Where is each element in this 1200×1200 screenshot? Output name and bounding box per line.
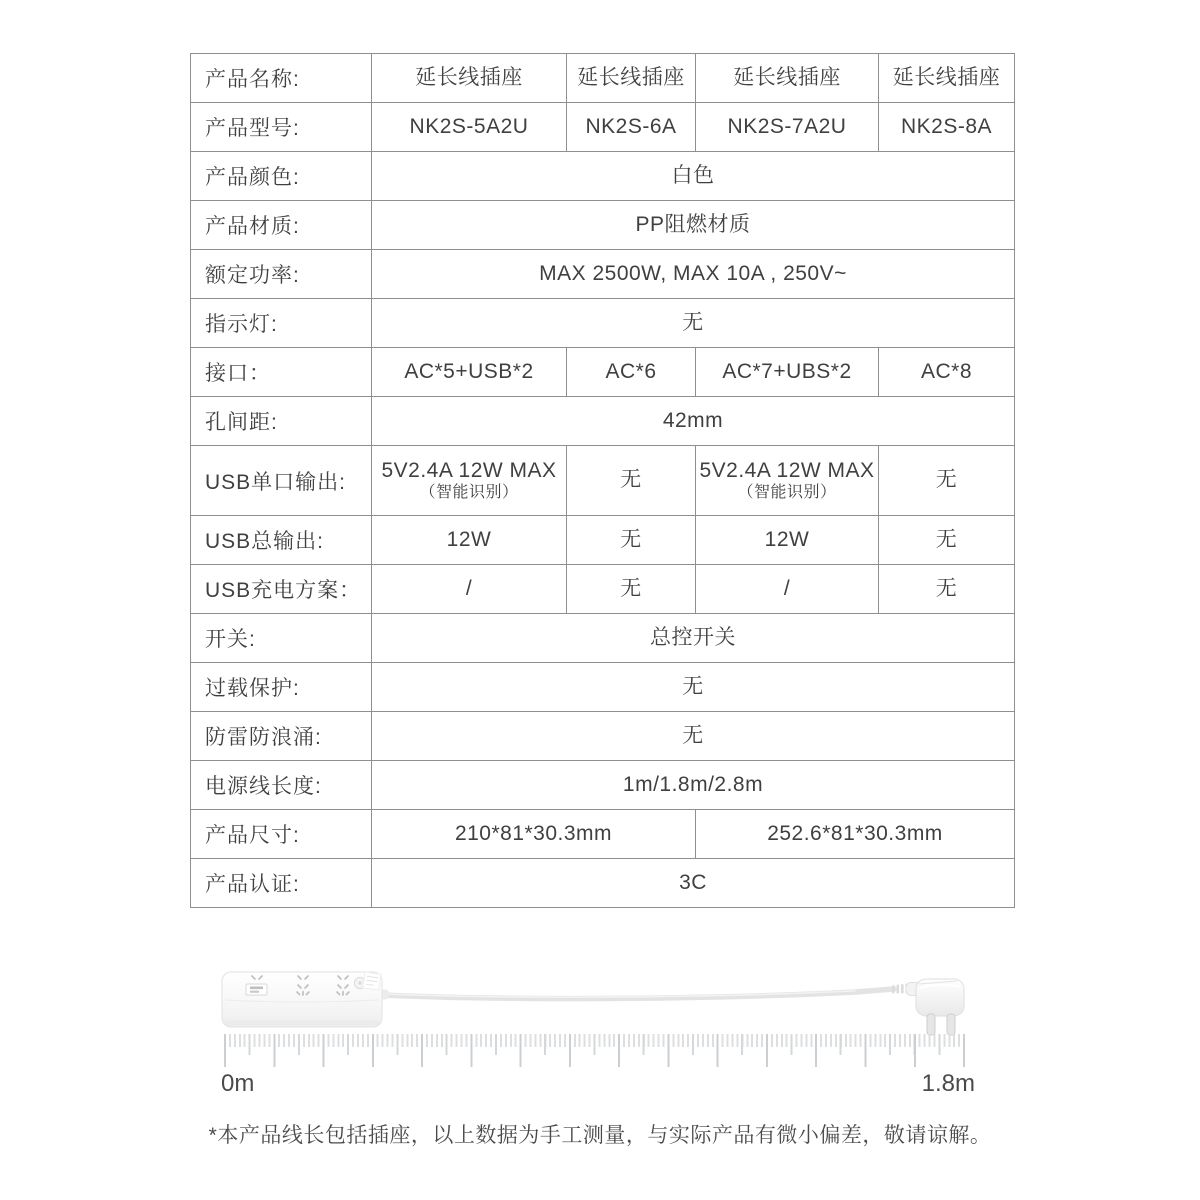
spec-value-cell xyxy=(879,565,1015,614)
spec-label-cell: 产品名称: xyxy=(191,54,372,103)
spec-value-text: 无 xyxy=(935,527,958,551)
spec-value-text: 无 xyxy=(935,576,958,600)
spec-label-cell: 产品认证: xyxy=(191,859,372,908)
spec-value-subtext: （智能识别） xyxy=(737,483,837,501)
spec-value-text: MAX 2500W, MAX 10A , 250V~ xyxy=(539,261,847,285)
spec-value-text: 3C xyxy=(679,870,707,894)
ruler-end-label: 1.8m xyxy=(921,1070,975,1097)
spec-value-text: AC*6 xyxy=(605,359,657,383)
spec-value-cell xyxy=(879,54,1015,103)
spec-value-text: 无 xyxy=(620,576,642,600)
spec-value-cell xyxy=(372,712,1015,761)
spec-label-cell: USB充电方案： xyxy=(191,565,372,614)
spec-value-text: 42mm xyxy=(662,408,724,432)
spec-label-cell: 额定功率: xyxy=(191,250,372,299)
spec-value-cell xyxy=(696,103,879,152)
spec-value-text: AC*5+USB*2 xyxy=(404,359,534,383)
spec-label-cell: 开关: xyxy=(191,614,372,663)
spec-value-cell xyxy=(567,565,696,614)
spec-label-cell: 电源线长度: xyxy=(191,761,372,810)
spec-row xyxy=(191,663,1015,712)
spec-value-text: AC*7+UBS*2 xyxy=(722,359,852,383)
spec-value-cell xyxy=(696,565,879,614)
ruler-start-label: 0m xyxy=(221,1070,255,1097)
power-plug-icon xyxy=(892,979,964,1035)
spec-value-text: 延长线插座 xyxy=(892,65,1001,89)
spec-value-text: / xyxy=(465,576,473,600)
spec-value-cell xyxy=(372,614,1015,663)
spec-row xyxy=(191,712,1015,761)
spec-value-text: 延长线插座 xyxy=(415,65,523,89)
spec-value-cell xyxy=(372,761,1015,810)
spec-label-cell: 产品颜色: xyxy=(191,152,372,201)
spec-row xyxy=(191,103,1015,152)
spec-value-text: NK2S-6A xyxy=(585,114,677,138)
spec-row xyxy=(191,516,1015,565)
spec-value-text: 5V2.4A 12W MAX xyxy=(699,458,875,482)
spec-label-cell: 指示灯: xyxy=(191,299,372,348)
spec-value-cell xyxy=(696,54,879,103)
ruler-icon xyxy=(224,1034,965,1067)
spec-value-text: 延长线插座 xyxy=(577,65,685,89)
spec-value-cell xyxy=(372,859,1015,908)
spec-label-cell: 产品尺寸: xyxy=(191,810,372,859)
spec-label-cell: 产品材质: xyxy=(191,201,372,250)
spec-value-cell xyxy=(567,446,696,516)
spec-row xyxy=(191,201,1015,250)
spec-table xyxy=(190,53,1015,908)
spec-value-text: 无 xyxy=(620,468,642,492)
spec-label-cell: 过载保护: xyxy=(191,663,372,712)
spec-value-cell xyxy=(696,446,879,516)
spec-value-cell xyxy=(372,663,1015,712)
spec-value-cell xyxy=(372,201,1015,250)
spec-value-cell xyxy=(879,516,1015,565)
spec-value-cell xyxy=(567,103,696,152)
spec-row xyxy=(191,446,1015,516)
spec-row xyxy=(191,152,1015,201)
spec-value-cell xyxy=(567,54,696,103)
spec-value-text: NK2S-7A2U xyxy=(727,114,847,138)
spec-value-cell xyxy=(567,348,696,397)
spec-value-text: 无 xyxy=(682,674,704,698)
spec-row xyxy=(191,859,1015,908)
spec-row xyxy=(191,250,1015,299)
spec-value-text: 12W xyxy=(764,527,810,551)
spec-value-cell xyxy=(696,516,879,565)
spec-value-cell xyxy=(372,348,567,397)
spec-label-cell: 孔间距: xyxy=(191,397,372,446)
spec-value-text: NK2S-5A2U xyxy=(409,114,529,138)
spec-value-cell xyxy=(372,299,1015,348)
spec-value-text: PP阻燃材质 xyxy=(635,212,751,236)
ruler-labels xyxy=(221,1070,975,1098)
spec-row xyxy=(191,348,1015,397)
spec-value-text: AC*8 xyxy=(920,359,973,383)
spec-value-cell xyxy=(372,103,567,152)
spec-value-cell xyxy=(372,565,567,614)
spec-row xyxy=(191,299,1015,348)
spec-value-cell xyxy=(696,348,879,397)
spec-value-text: / xyxy=(783,576,791,600)
spec-value-cell xyxy=(372,810,696,859)
spec-value-cell xyxy=(372,54,567,103)
spec-row xyxy=(191,54,1015,103)
spec-value-text: 无 xyxy=(935,468,958,492)
spec-value-text: 无 xyxy=(620,527,642,551)
spec-label-cell: USB总输出: xyxy=(191,516,372,565)
spec-value-cell xyxy=(567,516,696,565)
spec-row xyxy=(191,810,1015,859)
spec-value-text: 5V2.4A 12W MAX xyxy=(381,458,557,482)
spec-value-text: 210*81*30.3mm xyxy=(454,821,613,845)
spec-value-text: 1m/1.8m/2.8m xyxy=(622,772,764,796)
spec-row xyxy=(191,614,1015,663)
spec-value-cell xyxy=(372,516,567,565)
power-cable xyxy=(378,989,894,1000)
spec-value-text: 总控开关 xyxy=(650,625,736,649)
spec-value-text: 白色 xyxy=(671,163,715,187)
power-strip-icon xyxy=(222,972,382,1027)
spec-value-cell xyxy=(879,103,1015,152)
footnote: *本产品线长包括插座，以上数据为手工测量，与实际产品有微小偏差，敬请谅解。 xyxy=(208,1124,992,1147)
spec-label-cell: 产品型号: xyxy=(191,103,372,152)
spec-label-cell: 接口： xyxy=(191,348,372,397)
spec-value-cell xyxy=(879,446,1015,516)
spec-value-subtext: （智能识别） xyxy=(419,483,519,501)
spec-value-text: 延长线插座 xyxy=(733,65,841,89)
spec-row xyxy=(191,397,1015,446)
spec-value-cell xyxy=(696,810,1015,859)
spec-value-cell xyxy=(372,397,1015,446)
spec-value-cell xyxy=(372,446,567,516)
spec-value-cell xyxy=(372,152,1015,201)
spec-value-text: 12W xyxy=(446,527,492,551)
spec-value-text: 无 xyxy=(682,310,704,334)
spec-value-text: 252.6*81*30.3mm xyxy=(767,821,943,845)
spec-value-text: 无 xyxy=(682,723,704,747)
spec-row xyxy=(191,761,1015,810)
spec-value-cell xyxy=(879,348,1015,397)
spec-value-cell xyxy=(372,250,1015,299)
spec-value-text: NK2S-8A xyxy=(900,114,993,138)
spec-row xyxy=(191,565,1015,614)
spec-label-cell: 防雷防浪涌: xyxy=(191,712,372,761)
spec-label-cell: USB单口输出: xyxy=(191,446,372,516)
